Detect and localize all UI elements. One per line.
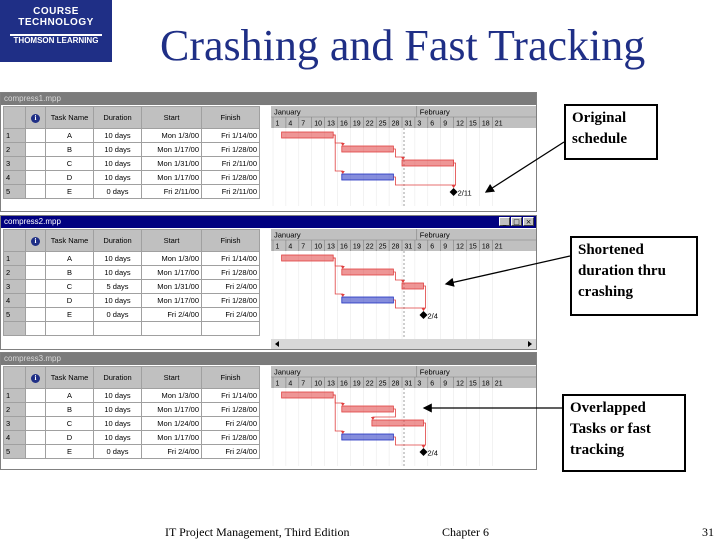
header-task-name[interactable]: Task Name	[46, 230, 94, 252]
day-label: 15	[469, 243, 477, 251]
day-label: 31	[404, 380, 413, 388]
cell-id[interactable]: 5	[4, 445, 26, 459]
cell-task-name[interactable]: D	[46, 294, 94, 308]
info-icon: i	[31, 237, 40, 246]
day-label: 6	[430, 120, 435, 128]
minimize-button[interactable]: _	[499, 217, 510, 226]
milestone-label: 2/4	[427, 448, 438, 458]
callout-line: duration thru	[578, 263, 666, 279]
info-icon: i	[31, 374, 40, 383]
header-duration[interactable]: Duration	[94, 367, 142, 389]
callout-line: Overlapped	[570, 400, 646, 416]
day-label: 10	[314, 380, 322, 388]
cell-id[interactable]: 3	[4, 280, 26, 294]
day-label: 28	[391, 243, 400, 251]
day-label: 12	[456, 120, 464, 128]
day-label: 6	[430, 243, 435, 251]
cell-finish[interactable]: Fri 1/28/00	[202, 403, 260, 417]
cell-task-name[interactable]: B	[46, 403, 94, 417]
day-label: 22	[365, 380, 374, 388]
arrow-crashing	[446, 256, 570, 284]
cell-finish[interactable]: Fri 2/4/00	[202, 417, 260, 431]
day-label: 7	[301, 243, 306, 251]
cell-duration[interactable]: 10 days	[94, 403, 142, 417]
day-label: 7	[301, 380, 306, 388]
logo-line-2: TECHNOLOGY	[18, 17, 94, 28]
logo-line-3: THOMSON LEARNING	[13, 36, 99, 45]
day-label: 1	[275, 243, 280, 251]
cell-start[interactable]: Mon 1/17/00	[142, 143, 202, 157]
cell-finish[interactable]: Fri 2/11/00	[202, 185, 260, 199]
cell-duration[interactable]: 10 days	[94, 252, 142, 266]
day-label: 12	[456, 380, 464, 388]
window-title: compress3.mpp	[4, 354, 61, 363]
day-label: 21	[494, 380, 503, 388]
cell-start[interactable]: Mon 1/17/00	[142, 171, 202, 185]
info-icon: i	[31, 114, 40, 123]
day-label: 9	[443, 380, 448, 388]
day-label: 13	[327, 120, 335, 128]
page-number: 31	[702, 525, 714, 539]
day-label: 18	[481, 243, 490, 251]
cell-task-name[interactable]: C	[46, 417, 94, 431]
cell-duration[interactable]: 10 days	[94, 389, 142, 403]
logo-line-1: COURSE	[33, 6, 79, 17]
cell-duration[interactable]: 10 days	[94, 143, 142, 157]
cell-id[interactable]: 1	[4, 252, 26, 266]
arrow-original	[486, 142, 564, 192]
cell-start[interactable]: Mon 1/17/00	[142, 266, 202, 280]
cell-id[interactable]: 5	[4, 185, 26, 199]
cell-duration[interactable]: 0 days	[94, 185, 142, 199]
cell-finish[interactable]: Fri 1/28/00	[202, 266, 260, 280]
cell-finish[interactable]: Fri 2/4/00	[202, 280, 260, 294]
cell-start[interactable]: Mon 1/17/00	[142, 403, 202, 417]
day-label: 1	[275, 120, 280, 128]
header-duration[interactable]: Duration	[94, 230, 142, 252]
window-title: compress2.mpp	[4, 217, 61, 226]
window-title: compress1.mpp	[4, 94, 61, 103]
day-label: 1	[275, 380, 280, 388]
cell-id[interactable]: 1	[4, 129, 26, 143]
header-task-name[interactable]: Task Name	[46, 367, 94, 389]
cell-task-name[interactable]: C	[46, 280, 94, 294]
header-duration[interactable]: Duration	[94, 107, 142, 129]
day-label: 22	[365, 120, 374, 128]
milestone-label: 2/4	[427, 311, 438, 321]
day-label: 31	[404, 120, 413, 128]
day-label: 3	[417, 120, 422, 128]
month-february: February	[419, 230, 450, 240]
cell-start[interactable]: Mon 1/3/00	[142, 389, 202, 403]
cell-task-name[interactable]: E	[46, 308, 94, 322]
cell-finish[interactable]: Fri 2/4/00	[202, 445, 260, 459]
day-label: 16	[340, 120, 348, 128]
month-january: January	[274, 107, 301, 117]
day-label: 18	[481, 120, 490, 128]
callout-line: Tasks or fast	[570, 421, 651, 437]
cell-duration[interactable]: 0 days	[94, 308, 142, 322]
day-label: 10	[314, 243, 322, 251]
day-label: 13	[327, 380, 335, 388]
cell-start[interactable]: Mon 1/31/00	[142, 157, 202, 171]
milestone-label: 2/11	[457, 188, 472, 198]
day-label: 15	[469, 120, 477, 128]
day-label: 25	[378, 380, 387, 388]
day-label: 31	[404, 243, 413, 251]
month-january: January	[274, 367, 301, 377]
cell-id[interactable]: 2	[4, 143, 26, 157]
cell-duration[interactable]: 10 days	[94, 431, 142, 445]
callout-line: crashing	[578, 284, 634, 300]
callout-line: Shortened	[578, 242, 644, 258]
cell-duration[interactable]: 10 days	[94, 266, 142, 280]
day-label: 15	[469, 380, 477, 388]
day-label: 4	[288, 243, 293, 251]
day-label: 10	[314, 120, 322, 128]
cell-finish[interactable]: Fri 1/14/00	[202, 129, 260, 143]
cell-task-name[interactable]: D	[46, 171, 94, 185]
cell-task-name[interactable]: A	[46, 129, 94, 143]
cell-finish[interactable]: Fri 1/14/00	[202, 389, 260, 403]
cell-start[interactable]: Mon 1/3/00	[142, 129, 202, 143]
cell-start[interactable]: Mon 1/24/00	[142, 417, 202, 431]
cell-id[interactable]: 1	[4, 389, 26, 403]
cell-id[interactable]: 4	[4, 431, 26, 445]
day-label: 28	[391, 120, 400, 128]
day-label: 13	[327, 243, 335, 251]
day-label: 19	[352, 120, 361, 128]
day-label: 21	[494, 120, 503, 128]
cell-start[interactable]: Fri 2/11/00	[142, 185, 202, 199]
cell-start[interactable]: Fri 2/4/00	[142, 445, 202, 459]
day-label: 4	[288, 120, 293, 128]
header-start[interactable]: Start	[142, 230, 202, 252]
header-start[interactable]: Start	[142, 107, 202, 129]
cell-finish[interactable]: Fri 2/11/00	[202, 157, 260, 171]
cell-start[interactable]: Mon 1/3/00	[142, 252, 202, 266]
cell-id[interactable]: 2	[4, 403, 26, 417]
cell-id[interactable]: 4	[4, 171, 26, 185]
month-february: February	[419, 367, 450, 377]
cell-finish[interactable]: Fri 1/28/00	[202, 143, 260, 157]
header-finish[interactable]: Finish	[202, 367, 260, 389]
cell-id[interactable]: 2	[4, 266, 26, 280]
day-label: 19	[352, 380, 361, 388]
month-february: February	[419, 107, 450, 117]
cell-task-name[interactable]: D	[46, 431, 94, 445]
footer-course: IT Project Management, Third Edition	[165, 525, 350, 539]
cell-finish[interactable]: Fri 1/28/00	[202, 294, 260, 308]
cell-task-name[interactable]: E	[46, 445, 94, 459]
day-label: 19	[352, 243, 361, 251]
cell-finish[interactable]: Fri 1/28/00	[202, 171, 260, 185]
header-finish[interactable]: Finish	[202, 107, 260, 129]
cell-start[interactable]: Mon 1/17/00	[142, 431, 202, 445]
header-finish[interactable]: Finish	[202, 230, 260, 252]
header-task-name[interactable]: Task Name	[46, 107, 94, 129]
callout-line: tracking	[570, 442, 625, 458]
footer-chapter: Chapter 6	[442, 525, 489, 539]
day-label: 25	[378, 243, 387, 251]
cell-start[interactable]: Mon 1/17/00	[142, 294, 202, 308]
cell-task-name[interactable]: A	[46, 252, 94, 266]
cell-finish[interactable]: Fri 1/14/00	[202, 252, 260, 266]
callout-line: schedule	[572, 131, 628, 147]
cell-start[interactable]: Fri 2/4/00	[142, 308, 202, 322]
day-label: 12	[456, 243, 464, 251]
cell-task-name[interactable]: B	[46, 266, 94, 280]
day-label: 25	[378, 120, 387, 128]
cell-id[interactable]: 3	[4, 417, 26, 431]
cell-task-name[interactable]: A	[46, 389, 94, 403]
day-label: 9	[443, 120, 448, 128]
cell-start[interactable]: Mon 1/31/00	[142, 280, 202, 294]
cell-id[interactable]: 3	[4, 157, 26, 171]
cell-duration[interactable]: 10 days	[94, 157, 142, 171]
day-label: 9	[443, 243, 448, 251]
close-button[interactable]: ×	[523, 217, 534, 226]
maximize-button[interactable]: □	[511, 217, 522, 226]
cell-finish[interactable]: Fri 2/4/00	[202, 308, 260, 322]
slide-title: Crashing and Fast Tracking	[160, 21, 646, 70]
month-january: January	[274, 230, 301, 240]
cell-duration[interactable]: 10 days	[94, 129, 142, 143]
day-label: 21	[494, 243, 503, 251]
day-label: 3	[417, 380, 422, 388]
cell-id[interactable]: 4	[4, 294, 26, 308]
cell-task-name[interactable]: C	[46, 157, 94, 171]
day-label: 6	[430, 380, 435, 388]
day-label: 16	[340, 380, 348, 388]
callout-line: Original	[572, 110, 627, 126]
day-label: 22	[365, 243, 374, 251]
cell-finish[interactable]: Fri 1/28/00	[202, 431, 260, 445]
day-label: 18	[481, 380, 490, 388]
cell-duration[interactable]: 10 days	[94, 294, 142, 308]
cell-duration[interactable]: 10 days	[94, 171, 142, 185]
day-label: 16	[340, 243, 348, 251]
day-label: 28	[391, 380, 400, 388]
cell-task-name[interactable]: E	[46, 185, 94, 199]
cell-id[interactable]: 5	[4, 308, 26, 322]
cell-duration[interactable]: 5 days	[94, 280, 142, 294]
day-label: 7	[301, 120, 306, 128]
day-label: 4	[288, 380, 293, 388]
cell-duration[interactable]: 10 days	[94, 417, 142, 431]
day-label: 3	[417, 243, 422, 251]
header-start[interactable]: Start	[142, 367, 202, 389]
cell-task-name[interactable]: B	[46, 143, 94, 157]
cell-duration[interactable]: 0 days	[94, 445, 142, 459]
